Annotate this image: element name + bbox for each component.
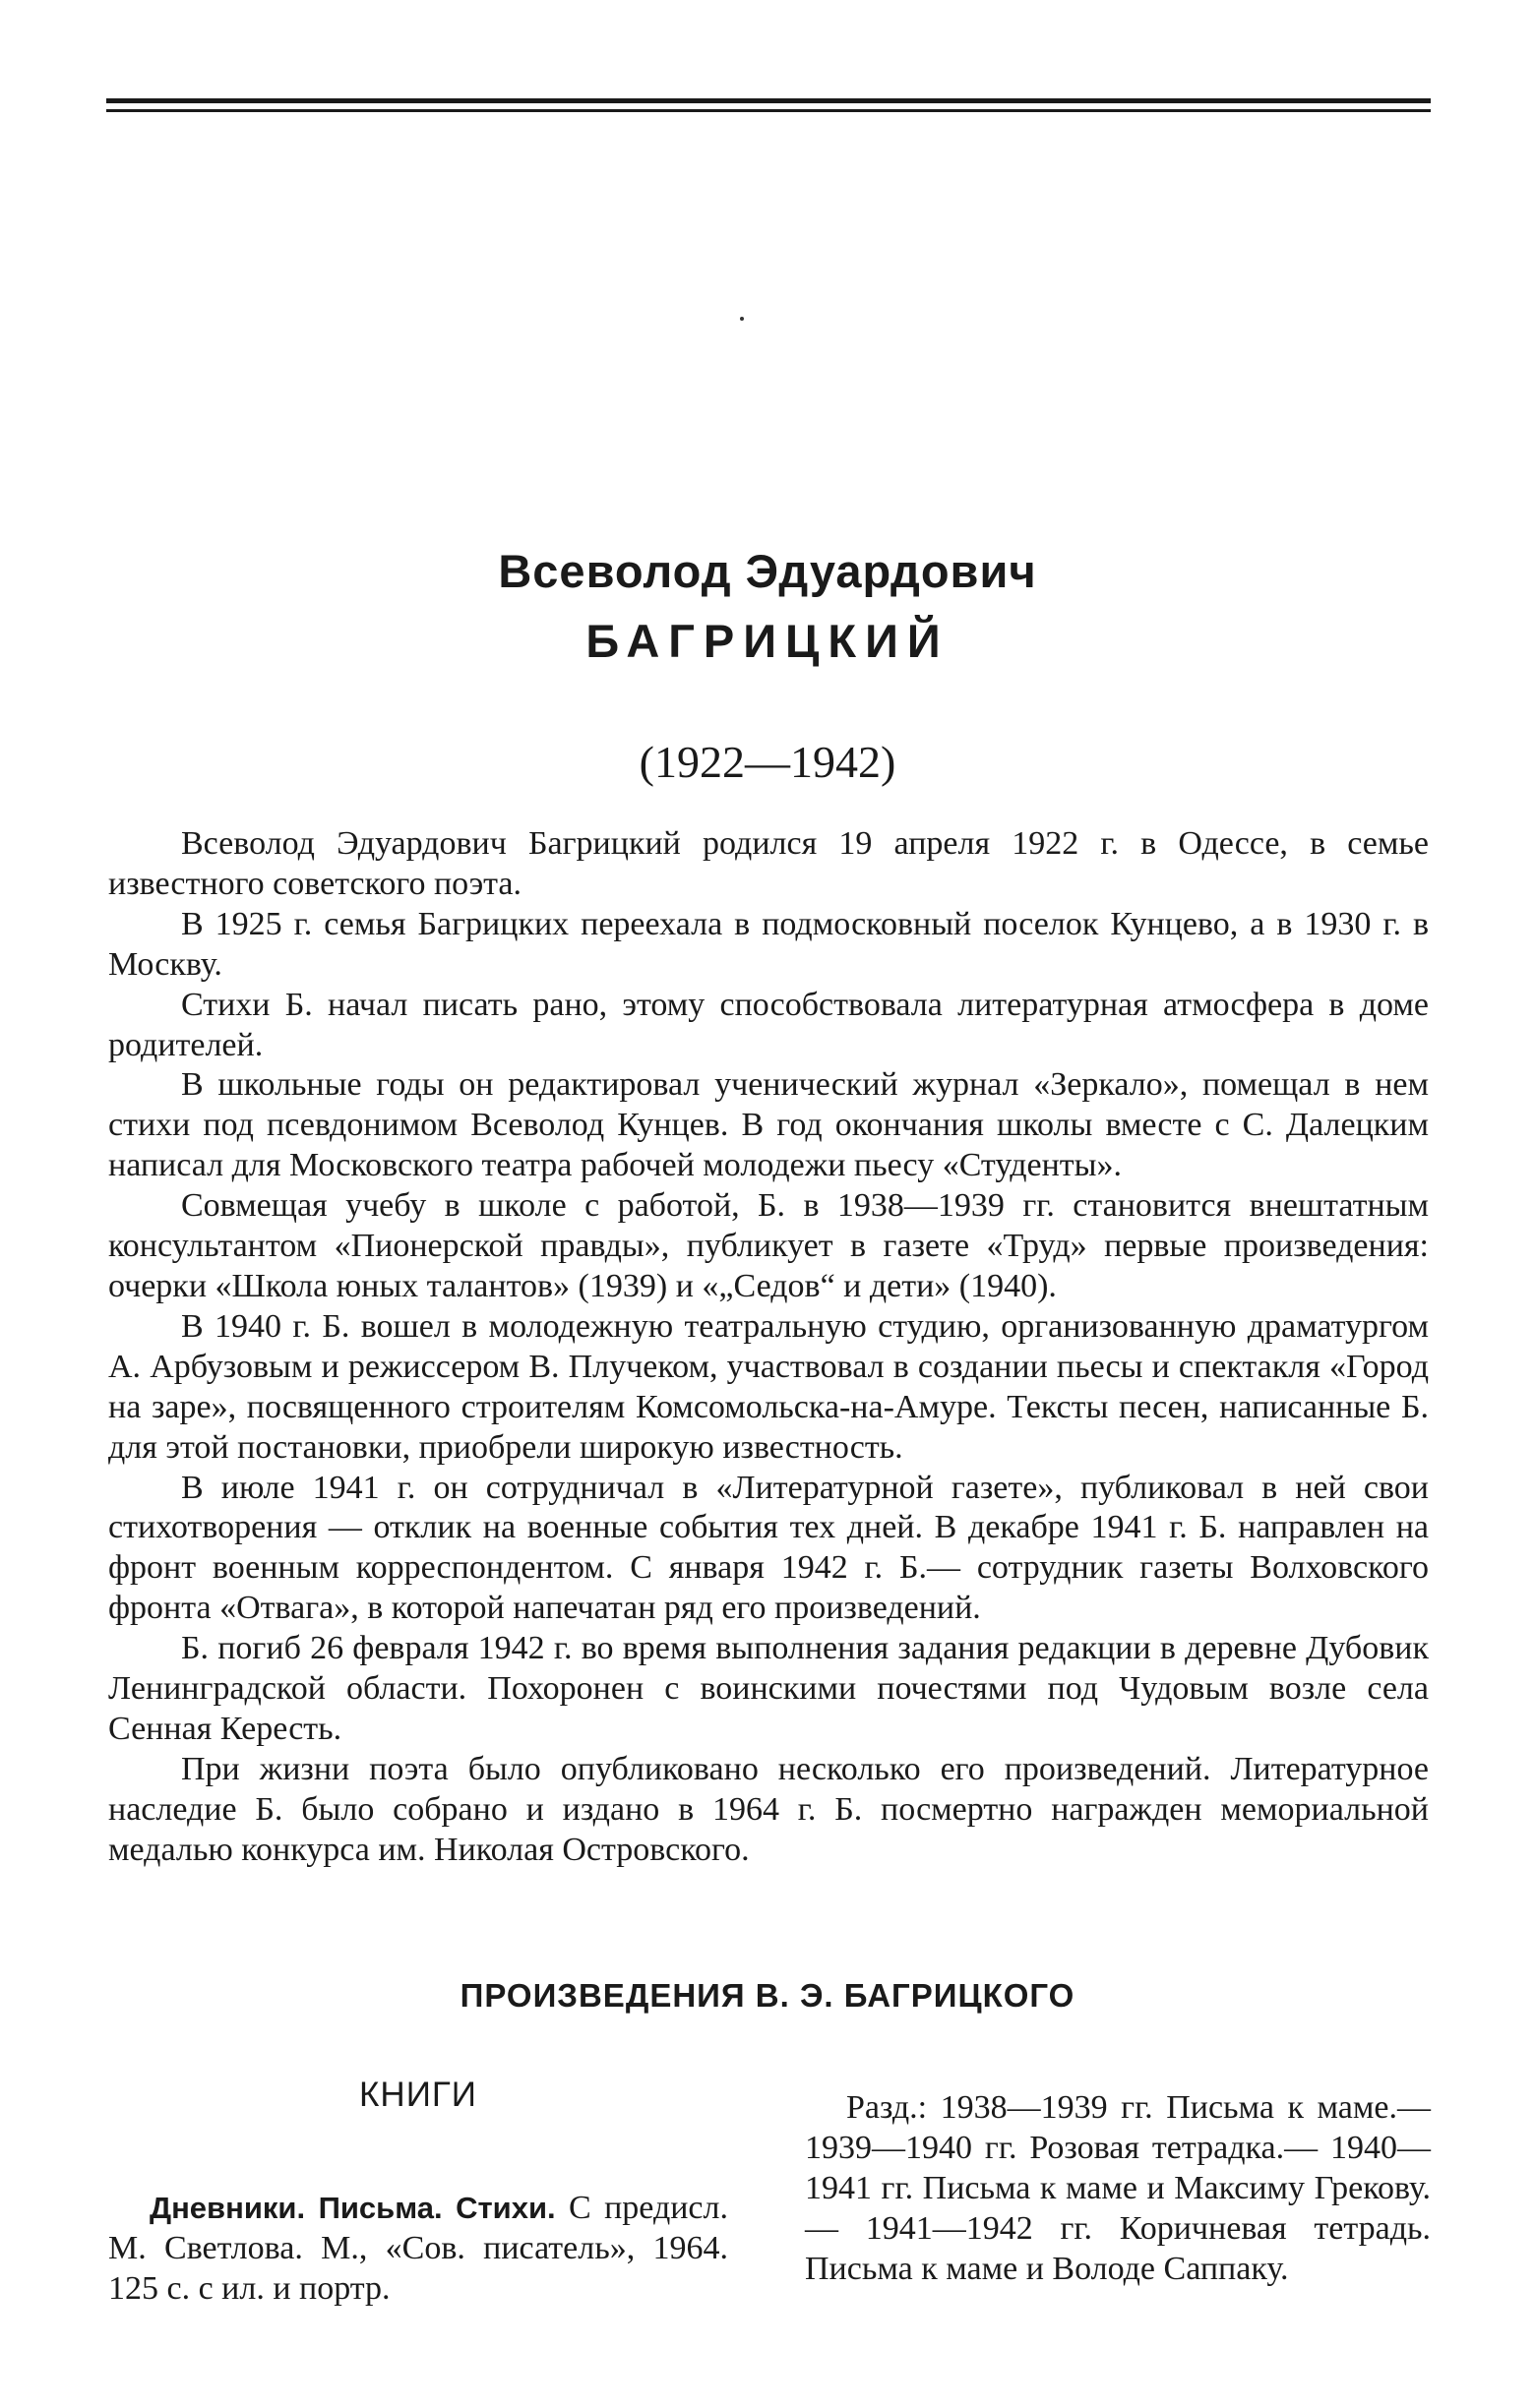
bio-paragraph: Стихи Б. начал писать рано, этому способствовала литературная атмосфера в доме родителей. (108, 986, 1429, 1063)
book-entry (108, 2188, 728, 2309)
bio-paragraph: В 1940 г. Б. вошел в молодежную театральную студию, организованную драматургом А. Арбузовым и режиссером В. Плучеком, участвовал в создании пьесы и спектакля «Город на заре», посвященного строителям Комсомольска-на-Амуре. Тексты песен, написанные Б. для этой постановки, приобрели широкую известность. (108, 1307, 1429, 1466)
life-years: (1922—1942) (639, 737, 896, 787)
book-contents: Разд.: 1938—1939 гг. Письма к маме.— 1939—1940 гг. Розовая тетрадка.— 1940—1941 гг. Письма к маме и Максиму Грекову.— 1941—1942 гг. Коричневая тетрадь. Письма к маме и Володе Саппаку. (805, 2089, 1431, 2287)
book-title: Дневники. Письма. Стихи. (150, 2191, 556, 2225)
bio-paragraph: Б. погиб 26 февраля 1942 г. во время выполнения задания редакции в деревне Дубовик Ленинградской области. Похоронен с воинскими почестями под Чудовым возле села Сенная Кересть. (108, 1630, 1429, 1747)
bio-paragraph: В 1925 г. семья Багрицких переехала в подмосковный поселок Кунцево, а в 1930 г. в Москву. (108, 905, 1429, 983)
author-surname: БАГРИЦКИЙ (585, 615, 950, 667)
works-section-heading: ПРОИЗВЕДЕНИЯ В. Э. БАГРИЦКОГО (460, 1977, 1075, 2014)
biography (108, 824, 1429, 1871)
book-details: С предисл. М. Светлова. М., «Сов. писатель», 1964. 125 с. с ил. и портр. (108, 2190, 728, 2307)
bio-paragraph: В школьные годы он редактировал ученический журнал «Зеркало», помещал в нем стихи под псевдонимом Всеволод Кунцев. В год окончания школы вместе с С. Далецким написал для Московского театра рабочей молодежи пьесу «Студенты». (108, 1066, 1429, 1184)
bio-paragraph: В июле 1941 г. он сотрудничал в «Литературной газете», публиковал в ней свои стихотворения — отклик на военные события тех дней. В декабре 1941 г. Б. направлен на фронт военным корреспондентом. С января 1942 г. Б.— сотрудник газеты Волховского фронта «Отвага», в которой напечатан ряд его произведений. (108, 1469, 1429, 1627)
books-subheading: КНИГИ (359, 2076, 477, 2114)
print-speck (740, 317, 744, 321)
bio-paragraph: При жизни поэта было опубликовано несколько его произведений. Литературное наследие Б. было собрано и издано в 1964 г. Б. посмертно награжден мемориальной медалью конкурса им. Николая Островского. (108, 1750, 1429, 1868)
top-rule-thick (106, 98, 1431, 103)
top-rule-thin (106, 109, 1431, 112)
bio-paragraph: Всеволод Эдуардович Багрицкий родился 19 апреля 1922 г. в Одессе, в семье известного советского поэта. (108, 825, 1429, 902)
bio-paragraph: Совмещая учебу в школе с работой, Б. в 1938—1939 гг. становится внештатным консультантом «Пионерской правды», публикует в газете «Труд» первые произведения: очерки «Школа юных талантов» (1939) и «„Седов“ и дети» (1940). (108, 1187, 1429, 1304)
author-name: Всеволод Эдуардович (498, 545, 1037, 597)
